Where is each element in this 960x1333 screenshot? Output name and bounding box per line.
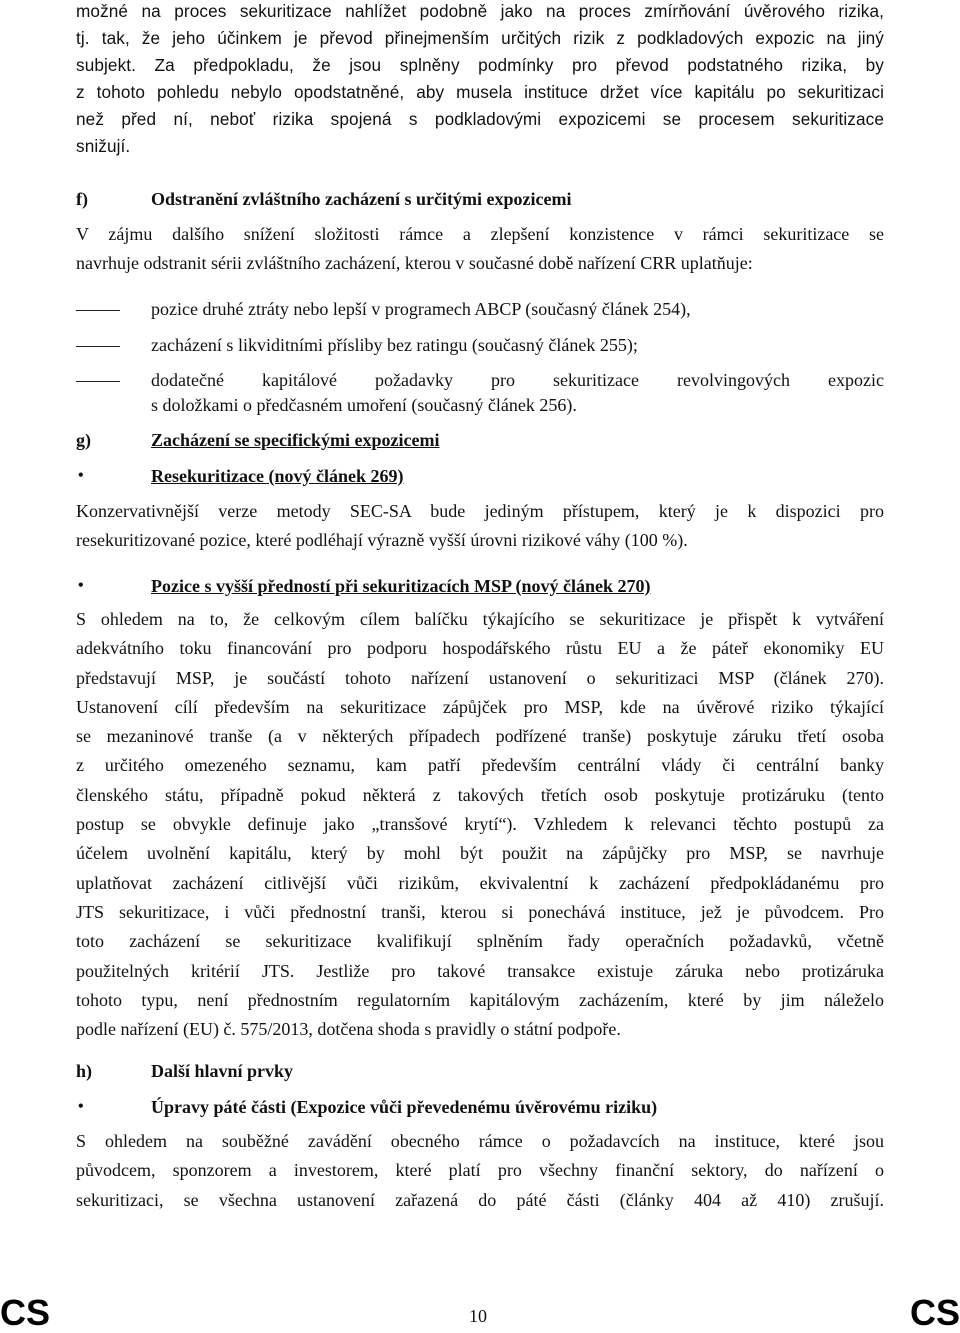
list-item-text: pozice druhé ztráty nebo lepší v programech ABCP (současný článek 254),: [151, 299, 691, 319]
text-line: tohoto typu, není přednostním regulatorním kapitálovým zacházením, které by jim náleželo: [76, 989, 884, 1010]
text-line: S ohledem na souběžné zavádění obecného rámce o požadavcích na instituce, které jsou: [76, 1131, 884, 1151]
footer-language-code-right: CS: [909, 1292, 960, 1333]
text-line: adekvátního toku financování pro podporu hospodářského růstu EU a že páteř ekonomiky EU: [76, 638, 884, 659]
list-item-text: zacházení s likviditními přísliby bez ratingu (současný článek 255);: [151, 335, 638, 355]
footer-language-code-left: CS: [0, 1292, 51, 1333]
text-line: tj. tak, že jeho účinkem je převod přinejmenším určitých rizik z podkladových expozic na jiný: [76, 28, 884, 48]
text-line: z určitého omezeného seznamu, kam patří především centrální vlády či centrální banky: [76, 755, 884, 776]
bullet-item: [76, 1095, 884, 1121]
text-line: Ustanovení cílí především na sekuritizace zápůjček pro MSP, kde na úvěrové riziko týkající: [76, 696, 884, 717]
dash-marker: [76, 381, 120, 382]
bullet-item: [76, 574, 884, 600]
text-line: toto zacházení se sekuritizace kvalifikují splněním řady operačních požadavků, včetně: [76, 931, 884, 952]
section-label: h): [76, 1061, 93, 1081]
text-line: JTS sekuritizace, i vůči přednostní tranši, kterou si ponechává instituce, jež je původcem. Pro: [76, 901, 884, 922]
text-line: S ohledem na to, že celkovým cílem balíčku týkajícího se sekuritizace je přispět k vytváření: [76, 609, 884, 629]
list-item-text: dodatečné kapitálové požadavky pro sekuritizace revolvingových expozic: [151, 370, 884, 390]
text-line: Konzervativnější verze metody SEC-SA bude jediným přístupem, který je k dispozici pro: [76, 501, 884, 521]
text-line: uplatňovat zacházení citlivější vůči rizikům, ekvivalentní k zacházení předpokládanému pro: [76, 872, 884, 893]
bullet-icon: •: [78, 577, 84, 594]
section-label: f): [76, 189, 88, 209]
text-line: snižují.: [76, 136, 131, 156]
page-number: 10: [469, 1306, 487, 1326]
text-line: použitelných kritérií JTS. Jestliže pro takové transakce existuje záruka nebo protizáruka: [76, 960, 884, 981]
bullet-title: Pozice s vyšší předností při sekuritizacích MSP (nový článek 270): [151, 576, 651, 596]
resekuritizace-paragraph: [76, 497, 884, 555]
text-line: možné na proces sekuritizace nahlížet podobně jako na proces zmírňování úvěrového rizika,: [76, 1, 884, 21]
bullet-icon: •: [78, 467, 84, 484]
text-line: členského státu, případně pokud některá z takových třetích osob poskytuje protizáruku (tento: [76, 784, 884, 805]
text-line: V zájmu dalšího snížení složitosti rámce a zlepšení konzistence v rámci sekuritizace se: [76, 224, 884, 244]
section-title: Odstranění zvláštního zacházení s určitými expozicemi: [151, 189, 572, 209]
text-line: účelem uvolnění kapitálu, který by mohl být použit na zápůjčky pro MSP, se navrhuje: [76, 843, 884, 864]
text-line: sekuritizaci, se všechna ustanovení zařazená do páté části (články 404 až 410) zrušují.: [76, 1189, 884, 1210]
text-line: původcem, sponzorem a investorem, které platí pro všechny finanční sektory, do nařízení o: [76, 1160, 884, 1181]
dash-marker: [76, 310, 120, 311]
list-item-text: s doložkami o předčasném umoření (současný článek 256).: [151, 395, 577, 415]
text-line: než před ní, neboť rizika spojená s podkladovými expozicemi se procesem sekuritizace: [76, 109, 884, 129]
text-line: podle nařízení (EU) č. 575/2013, dotčena shoda s pravidly o státní podpoře.: [76, 1019, 621, 1040]
text-line: subjekt. Za předpokladu, že jsou splněny podmínky pro převod podstatného rizika, by: [76, 55, 884, 75]
text-line: se mezaninové tranše (a v některých případech podřízené tranše) poskytuje záruku třetí osoba: [76, 726, 884, 747]
intro-paragraph: [76, 0, 884, 160]
text-line: představují MSP, je součástí tohoto nařízení ustanovení o sekuritizaci MSP (článek 270).: [76, 667, 884, 688]
section-title: Další hlavní prvky: [151, 1061, 294, 1081]
section-f-paragraph: [76, 220, 884, 278]
bullet-icon: •: [78, 1098, 84, 1115]
msp-paragraph: [76, 605, 884, 1044]
pata-cast-paragraph: [76, 1127, 884, 1215]
section-title: Zacházení se specifickými expozicemi: [151, 430, 440, 450]
text-line: z tohoto pohledu nebylo opodstatněné, aby musela instituce držet více kapitálu po sekuritizaci: [76, 82, 884, 102]
bullet-item: [76, 464, 884, 490]
bullet-title: Úpravy páté části (Expozice vůči převedenému úvěrovému riziku): [151, 1097, 658, 1117]
text-line: postup se obvykle definuje jako „transšové krytí“). Vzhledem k relevanci těchto postupů za: [76, 814, 884, 835]
section-label: g): [76, 430, 91, 450]
bullet-title: Resekuritizace (nový článek 269): [151, 466, 404, 486]
text-line: resekuritizované pozice, které podléhají výrazně vyšší úrovni rizikové váhy (100 %).: [76, 530, 688, 550]
text-line: navrhuje odstranit sérii zvláštního zacházení, kterou v současné době nařízení CRR uplatňuje:: [76, 253, 753, 273]
dash-marker: [76, 346, 120, 347]
